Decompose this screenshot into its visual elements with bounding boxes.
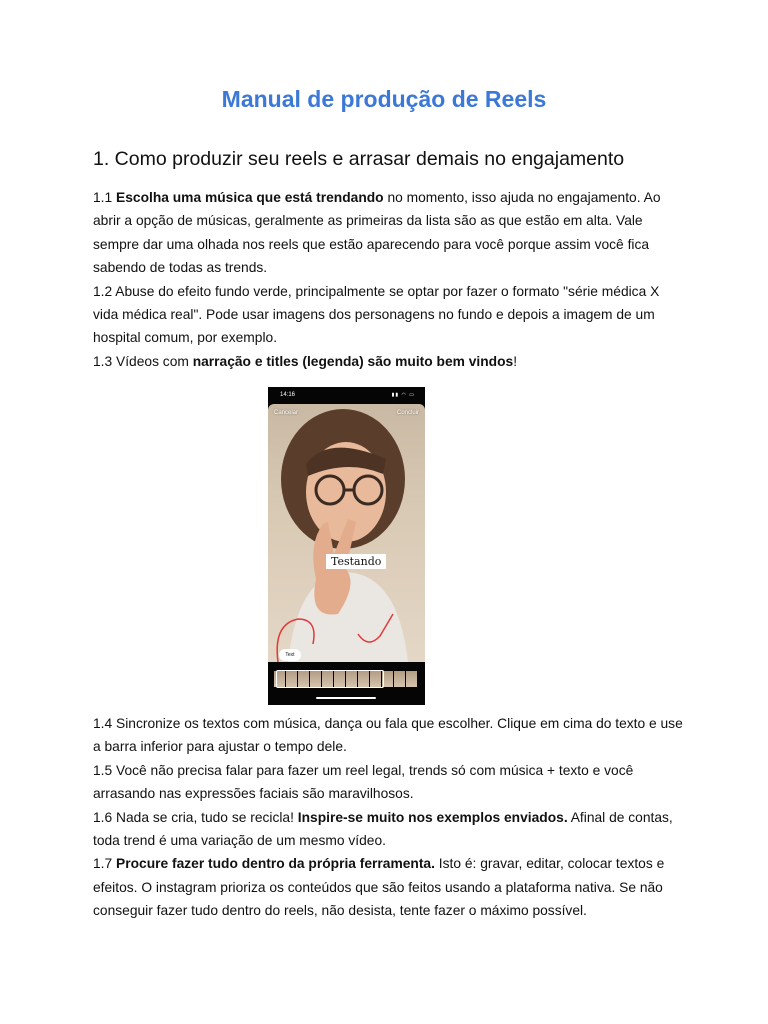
paragraph-block-top (93, 186, 683, 373)
reels-editor-screenshot (268, 387, 425, 705)
home-indicator (316, 697, 376, 699)
paragraph-block-bottom (93, 712, 683, 923)
section-heading: 1. Como produzir seu reels e arrasar demais no engajamento (93, 148, 625, 170)
person-illustration (268, 404, 425, 662)
signal-wifi-battery-icon: ▮▮ ◠ ▭ (391, 392, 415, 398)
item-1-5: 1.5 Você não precisa falar para fazer um reel legal, trends só com música + texto e você arrasando nas expressões faciais são maravilhosos. (93, 762, 634, 802)
item-1-3: 1.3 Vídeos com narração e titles (legenda) são muito bem vindos! (93, 353, 518, 369)
item-1-7: 1.7 Procure fazer tudo dentro da própria ferramenta. Isto é: gravar, editar, colocar textos e efeitos. O instagram prioriza os conteúdos que são feitos usando a plataforma nativa. Se não conseguir fazer tudo dentro do reels, não desista, tente fazer o máximo possível. (93, 856, 665, 919)
timeline-frame (406, 671, 417, 687)
cancel-button[interactable]: Cancelar (274, 410, 299, 416)
text-chip-button[interactable]: Text (279, 649, 301, 661)
phone-status-bar (268, 387, 425, 403)
item-1-6: 1.6 Nada se cria, tudo se recicla! Inspire-se muito nos exemplos enviados. Afinal de contas, toda trend é uma variação de um mesmo vídeo. (93, 809, 673, 849)
overlay-text-caption[interactable]: Testando (326, 554, 386, 569)
item-1-4: 1.4 Sincronize os textos com música, dança ou fala que escolher. Clique em cima do texto e use a barra inferior para ajustar o tempo dele. (93, 716, 683, 755)
document-title: Manual de produção de Reels (221, 86, 547, 112)
item-1-1: 1.1 Escolha uma música que está trendando no momento, isso ajuda no engajamento. Ao abrir a opção de músicas, geralmente as primeiras da lista são as que estão em alta. Vale sempre dar uma olhada nos reels que estão aparecendo para você porque assim você fica sabendo de todas as trends. (93, 190, 661, 276)
video-preview (268, 404, 425, 662)
timeline-frame (394, 671, 405, 687)
done-button[interactable]: Concluir (396, 410, 419, 416)
phone-time: 14:16 (280, 392, 296, 398)
item-1-2: 1.2 Abuse do efeito fundo verde, principalmente se optar por fazer o formato "série médica X vida médica real". Pode usar imagens dos personagens no fundo e depois a imagem de um hospital comum, por exemplo. (93, 283, 660, 346)
timeline-trim-handle[interactable] (276, 670, 384, 688)
